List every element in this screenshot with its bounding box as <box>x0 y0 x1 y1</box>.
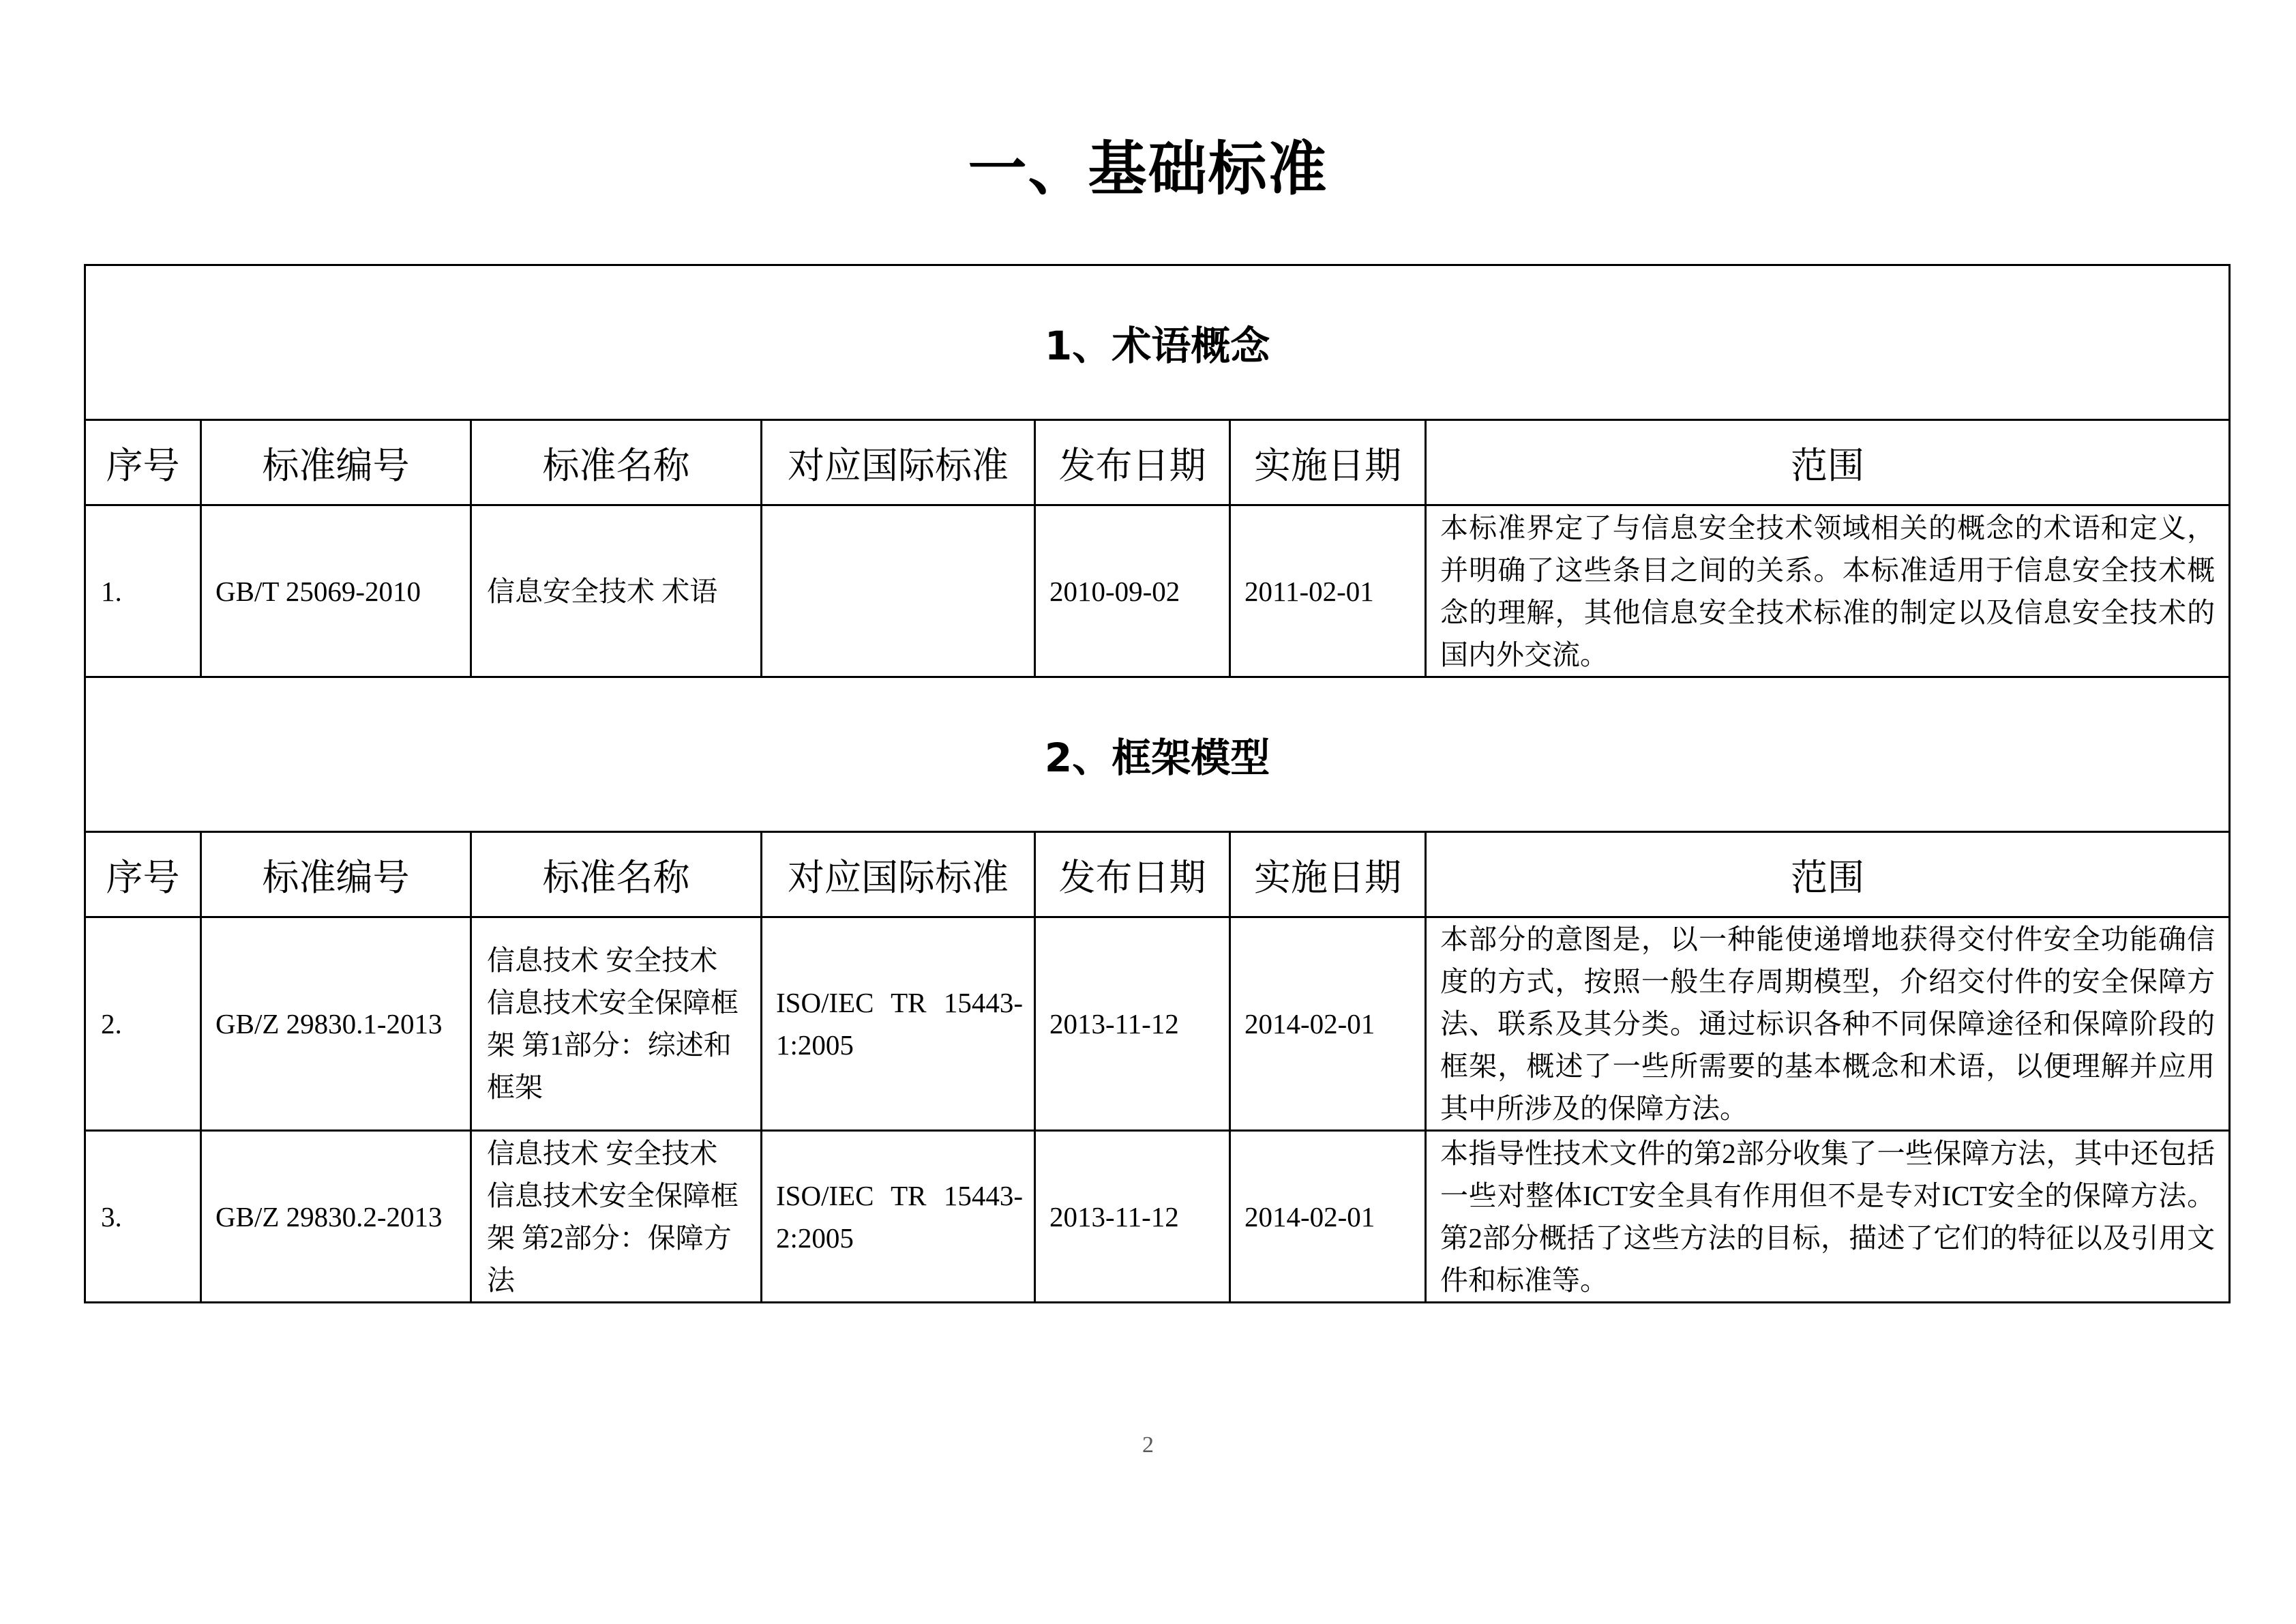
cell-name: 信息技术 安全技术 信息技术安全保障框架 第1部分：综述和框架 <box>471 917 762 1131</box>
col-header-effective-date: 实施日期 <box>1230 420 1426 505</box>
cell-scope: 本标准界定了与信息安全技术领域相关的概念的术语和定义，并明确了这些条目之间的关系。本标准适用于信息安全技术概念的理解，其他信息安全技术标准的制定以及信息安全技术的国内外交流。 <box>1426 505 2230 677</box>
col-header-code: 标准编号 <box>201 420 471 505</box>
standards-table <box>84 264 2231 1303</box>
col-header-code: 标准编号 <box>201 832 471 917</box>
col-header-intl: 对应国际标准 <box>762 420 1035 505</box>
section-heading-row <box>85 677 2230 832</box>
cell-intl <box>762 505 1035 677</box>
table-row <box>85 917 2230 1131</box>
cell-intl: ISO/IEC TR 15443-2:2005 <box>762 1131 1035 1303</box>
cell-code: GB/Z 29830.1-2013 <box>201 917 471 1131</box>
col-header-effective-date: 实施日期 <box>1230 832 1426 917</box>
section-heading: 2、框架模型 <box>85 677 2230 832</box>
cell-effective-date: 2014-02-01 <box>1230 1131 1426 1303</box>
cell-publish-date: 2013-11-12 <box>1035 917 1230 1131</box>
column-header-row <box>85 832 2230 917</box>
col-header-index: 序号 <box>85 420 201 505</box>
cell-name: 信息安全技术 术语 <box>471 505 762 677</box>
col-header-scope: 范围 <box>1426 420 2230 505</box>
cell-name: 信息技术 安全技术 信息技术安全保障框架 第2部分：保障方法 <box>471 1131 762 1303</box>
column-header-row <box>85 420 2230 505</box>
table-row <box>85 1131 2230 1303</box>
col-header-scope: 范围 <box>1426 832 2230 917</box>
col-header-name: 标准名称 <box>471 420 762 505</box>
cell-scope: 本部分的意图是，以一种能使递增地获得交付件安全功能确信度的方式，按照一般生存周期模型，介绍交付件的安全保障方法、联系及其分类。通过标识各种不同保障途径和保障阶段的框架，概述了一些所需要的基本概念和术语，以便理解并应用其中所涉及的保障方法。 <box>1426 917 2230 1131</box>
cell-intl: ISO/IEC TR 15443-1:2005 <box>762 917 1035 1131</box>
cell-index: 3. <box>85 1131 201 1303</box>
cell-effective-date: 2011-02-01 <box>1230 505 1426 677</box>
cell-publish-date: 2010-09-02 <box>1035 505 1230 677</box>
col-header-name: 标准名称 <box>471 832 762 917</box>
cell-index: 2. <box>85 917 201 1131</box>
cell-scope: 本指导性技术文件的第2部分收集了一些保障方法，其中还包括一些对整体ICT安全具有作用但不是专对ICT安全的保障方法。第2部分概括了这些方法的目标，描述了它们的特征以及引用文件和标准等。 <box>1426 1131 2230 1303</box>
cell-code: GB/Z 29830.2-2013 <box>201 1131 471 1303</box>
col-header-publish-date: 发布日期 <box>1035 832 1230 917</box>
col-header-intl: 对应国际标准 <box>762 832 1035 917</box>
page-number: 2 <box>1142 1432 1154 1458</box>
col-header-publish-date: 发布日期 <box>1035 420 1230 505</box>
cell-code: GB/T 25069-2010 <box>201 505 471 677</box>
cell-effective-date: 2014-02-01 <box>1230 917 1426 1131</box>
section-heading-row <box>85 265 2230 420</box>
table-row <box>85 505 2230 677</box>
page-title: 一、基础标准 <box>968 135 1328 203</box>
cell-index: 1. <box>85 505 201 677</box>
cell-publish-date: 2013-11-12 <box>1035 1131 1230 1303</box>
col-header-index: 序号 <box>85 832 201 917</box>
section-heading: 1、术语概念 <box>85 265 2230 420</box>
